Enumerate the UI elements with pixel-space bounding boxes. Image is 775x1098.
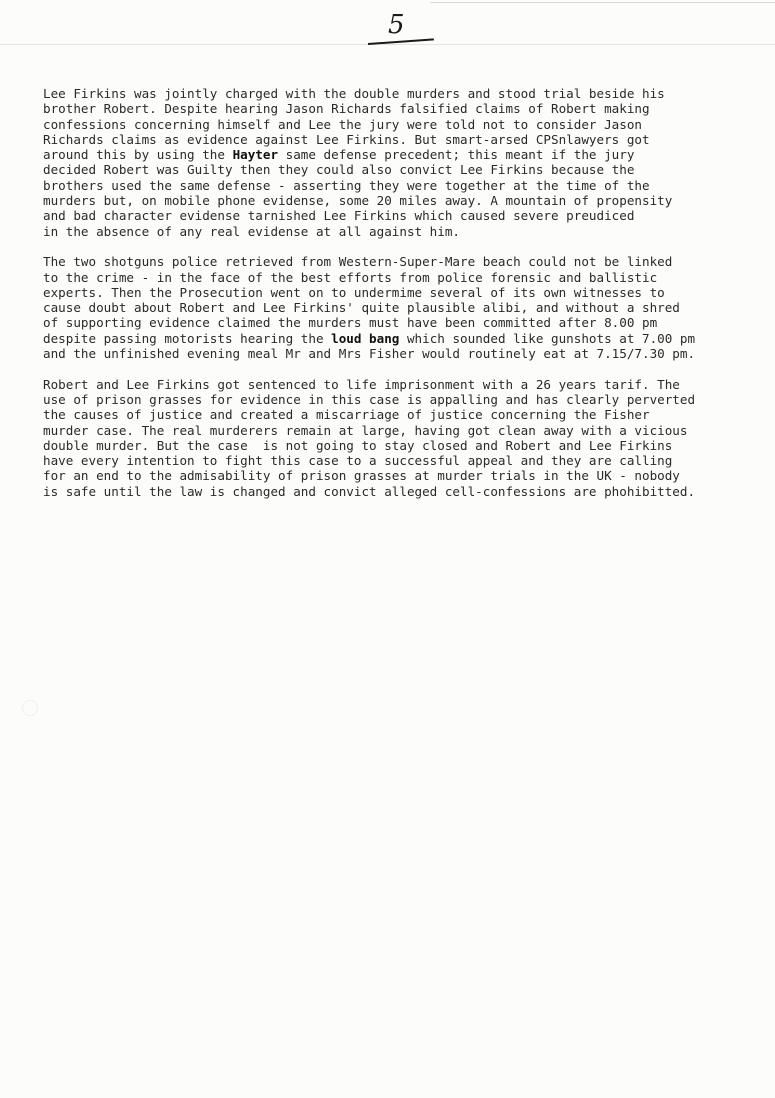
text-segment: Richards claims as evidence against Lee Firkins. But smart-arsed CPSnlawyers got: [43, 131, 650, 147]
text-segment: for an end to the admisability of prison grasses at murder trials in the UK - nobody: [43, 468, 680, 484]
text-line: [43, 132, 768, 147]
text-segment: brother Robert. Despite hearing Jason Richards falsified claims of Robert making: [43, 101, 650, 117]
text-segment: murders but, on mobile phone evidense, some 20 miles away. A mountain of propensity: [43, 193, 673, 209]
text-line: [43, 423, 768, 438]
text-segment: is safe until the law is changed and convict alleged cell-confessions are phohibitted.: [43, 483, 696, 499]
text-line: [43, 117, 768, 132]
header-rule: [0, 44, 775, 45]
text-segment: decided Robert was Guilty then they could also convict Lee Firkins because the: [43, 162, 635, 178]
text-segment: of supporting evidence claimed the murders must have been committed after 8.00 pm: [43, 315, 658, 331]
text-segment: in the absence of any real evidense at all against him.: [43, 223, 461, 239]
text-line: [43, 392, 768, 407]
text-line: [43, 346, 768, 361]
text-segment: Lee Firkins was jointly charged with the double murders and stood trial beside his: [43, 86, 665, 101]
text-segment: and bad character evidense tarnished Lee Firkins which caused severe preudiced: [43, 208, 635, 224]
text-line: [43, 285, 768, 300]
paragraph: [43, 377, 768, 499]
text-line: [43, 453, 768, 468]
text-segment: the causes of justice and created a miscarriage of justice concerning the Fisher: [43, 407, 650, 423]
text-segment: brothers used the same defense - asserting they were together at the time of the: [43, 177, 650, 193]
emphasized-text: Hayter: [232, 147, 279, 163]
paragraph: [43, 86, 768, 239]
text-segment: despite passing motorists hearing the: [43, 330, 332, 346]
text-line: [43, 438, 768, 453]
page-number: 5: [388, 10, 405, 40]
text-line: [43, 224, 768, 239]
text-line: [43, 208, 768, 223]
text-segment: use of prison grasses for evidence in this case is appalling and has clearly perverted: [43, 391, 696, 407]
text-line: [43, 407, 768, 422]
text-line: [43, 178, 768, 193]
text-segment: to the crime - in the face of the best efforts from police forensic and ballistic: [43, 269, 658, 285]
text-segment: confessions concerning himself and Lee the jury were told not to consider Jason: [43, 116, 642, 132]
top-edge-rule: [430, 2, 775, 3]
paper-mark: [22, 700, 38, 716]
text-segment: The two shotguns police retrieved from Western-Super-Mare beach could not be linked: [43, 254, 673, 270]
text-segment: double murder. But the case is not going to stay closed and Robert and Lee Firkins: [43, 437, 673, 453]
text-line: [43, 162, 768, 177]
text-line: [43, 193, 768, 208]
text-line: [43, 300, 768, 315]
text-line: [43, 147, 768, 162]
text-segment: experts. Then the Prosecution went on to undermime several of its own witnesses to: [43, 284, 665, 300]
text-line: [43, 315, 768, 330]
text-line: [43, 86, 768, 101]
text-segment: Robert and Lee Firkins got sentenced to life imprisonment with a 26 years tarif. The: [43, 376, 680, 392]
text-segment: have every intention to fight this case to a successful appeal and they are calling: [43, 453, 673, 469]
body-text: [43, 86, 768, 514]
text-line: [43, 484, 768, 499]
text-line: [43, 270, 768, 285]
paragraph: [43, 254, 768, 361]
text-line: [43, 377, 768, 392]
text-segment: cause doubt about Robert and Lee Firkins' quite plausible alibi, and without a shred: [43, 300, 680, 316]
text-segment: and the unfinished evening meal Mr and Mrs Fisher would routinely eat at 7.15/7.30 pm.: [43, 346, 696, 362]
text-segment: same defense precedent; this meant if the jury: [278, 147, 635, 163]
text-segment: around this by using the: [43, 147, 233, 163]
text-line: [43, 254, 768, 269]
text-segment: murder case. The real murderers remain at large, having got clean away with a vicious: [43, 422, 688, 438]
emphasized-text: loud bang: [331, 330, 400, 346]
text-line: [43, 101, 768, 116]
text-line: [43, 331, 768, 346]
text-line: [43, 468, 768, 483]
text-segment: which sounded like gunshots at 7.00 pm: [399, 330, 696, 346]
